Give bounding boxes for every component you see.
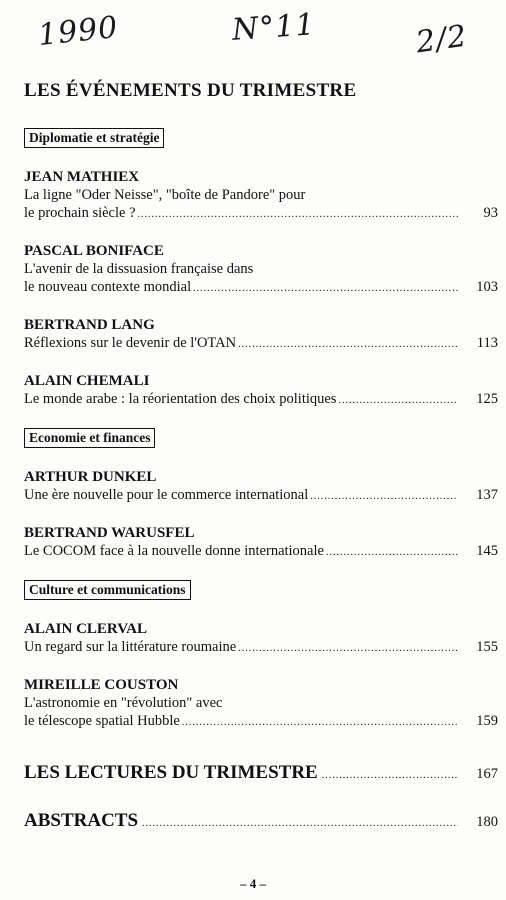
entry-page-number: 145 (476, 543, 498, 559)
handwritten-part: 2/2 (413, 18, 470, 61)
toc-entry-lectures[interactable] (24, 762, 498, 784)
entry-author: JEAN MATHIEX (24, 169, 140, 185)
entry-title-line: le télescope spatial Hubble (24, 713, 180, 729)
section-label: Economie et finances (24, 428, 155, 448)
dot-leader (310, 488, 458, 506)
toc-entry[interactable] (24, 168, 498, 224)
entry-page-number: 137 (476, 487, 498, 503)
entry-title-line: L'avenir de la dissuasion française dans (24, 261, 254, 277)
entry-title-line: Le monde arabe : la réorientation des choix politiques (24, 391, 337, 407)
entry-page-number: 113 (476, 335, 498, 351)
entry-page-number: 103 (476, 279, 498, 295)
dot-leader (322, 770, 458, 781)
entry-author: BERTRAND WARUSFEL (24, 525, 195, 541)
dot-leader (238, 640, 458, 658)
entry-author: PASCAL BONIFACE (24, 243, 164, 259)
section-economie (24, 428, 498, 562)
dot-leader (138, 206, 458, 224)
toc-entry[interactable] (24, 242, 498, 298)
entry-title-line: Une ère nouvelle pour le commerce international (24, 487, 309, 503)
section-label: Culture et communications (24, 580, 191, 600)
dot-leader (142, 818, 458, 829)
toc-entry[interactable] (24, 620, 498, 658)
entry-author: ALAIN CLERVAL (24, 621, 147, 637)
entry-title-line: Le COCOM face à la nouvelle donne internationale (24, 543, 324, 559)
entry-author: ALAIN CHEMALI (24, 373, 150, 389)
section-diplomatie (24, 128, 498, 410)
entry-title-line: le nouveau contexte mondial (24, 279, 192, 295)
toc-entry[interactable] (24, 676, 498, 732)
entry-page-number: 159 (476, 713, 498, 729)
toc-entry[interactable] (24, 468, 498, 506)
dot-leader (182, 714, 458, 732)
table-of-contents (24, 80, 498, 858)
entry-author: MIREILLE COUSTON (24, 677, 179, 693)
entry-title-line: L'astronomie en "révolution" avec (24, 695, 223, 711)
entry-page-number: 155 (476, 639, 498, 655)
abstracts-page-number: 180 (476, 814, 498, 830)
section-label: Diplomatie et stratégie (24, 128, 164, 148)
entry-title-line: Un regard sur la littérature roumaine (24, 639, 237, 655)
entry-author: ARTHUR DUNKEL (24, 469, 157, 485)
abstracts-heading: ABSTRACTS (24, 810, 139, 831)
toc-entry[interactable] (24, 372, 498, 410)
toc-entry[interactable] (24, 316, 498, 354)
toc-entry[interactable] (24, 524, 498, 562)
entry-title-line: le prochain siècle ? (24, 205, 136, 221)
toc-entry-abstracts[interactable] (24, 810, 498, 832)
section-culture (24, 580, 498, 732)
dot-leader (238, 336, 458, 354)
dot-leader (193, 280, 458, 298)
page-number-footer: – 4 – (240, 876, 266, 891)
handwritten-issue-number: N°11 (230, 7, 317, 48)
entry-author: BERTRAND LANG (24, 317, 155, 333)
entry-title-line: Réflexions sur le devenir de l'OTAN (24, 335, 237, 351)
dot-leader (338, 392, 458, 410)
lectures-page-number: 167 (476, 766, 498, 782)
entry-page-number: 93 (483, 205, 498, 221)
entry-page-number: 125 (476, 391, 498, 407)
page-title: LES ÉVÉNEMENTS DU TRIMESTRE (24, 80, 357, 101)
entry-title-line: La ligne "Oder Neisse", "boîte de Pandore" pour (24, 187, 306, 203)
handwritten-year: 1990 (36, 9, 120, 54)
lectures-heading: LES LECTURES DU TRIMESTRE (24, 762, 318, 783)
dot-leader (326, 544, 458, 562)
